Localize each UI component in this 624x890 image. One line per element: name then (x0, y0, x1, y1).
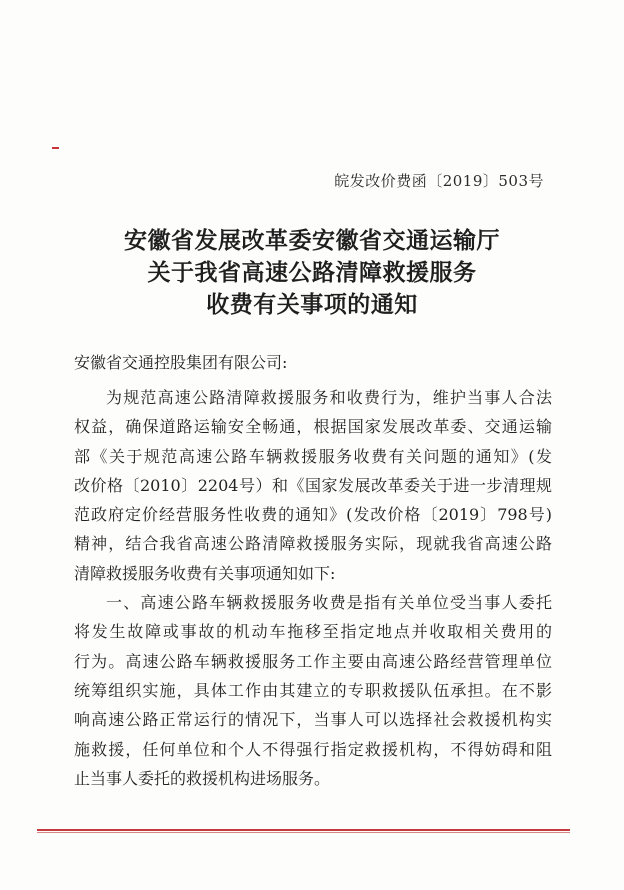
body-line: 一、高速公路车辆救援服务收费是指有关单位受当事人委托 (106, 593, 552, 613)
body-line: 行为。高速公路车辆救援服务工作主要由高速公路经营管理单位 (74, 651, 552, 671)
body-line: 改价格〔2010〕2204号）和《国家发展改革委关于进一步清理规 (74, 475, 552, 495)
document-title (0, 225, 624, 321)
body-line: 范政府定价经营服务性收费的通知》(发改价格〔2019〕798号) (74, 505, 552, 525)
title-line: 收费有关事项的通知 (206, 292, 418, 318)
body-line: 将发生故障或事故的机动车拖移至指定地点并收取相关费用的 (74, 622, 552, 642)
body-line: 权益，确保道路运输安全畅通，根据国家发展改革委、交通运输 (74, 417, 552, 437)
red-mark (52, 147, 59, 149)
body-line: 精神，结合我省高速公路清障救援服务实际，现就我省高速公路 (74, 534, 552, 554)
title-line: 安徽省发展改革委安徽省交通运输厅 (124, 228, 500, 254)
body-line: 清障救援服务收费有关事项通知如下: (74, 563, 336, 583)
body-line: 部《关于规范高速公路车辆救援服务收费有关问题的通知》(发 (74, 446, 552, 466)
body-line: 统筹组织实施，具体工作由其建立的专职救援队伍承担。在不影 (74, 680, 552, 700)
footer-red-rule (37, 829, 570, 831)
body-line: 为规范高速公路清障救援服务和收费行为，维护当事人合法 (106, 388, 552, 407)
addressee: 安徽省交通控股集团有限公司: (74, 353, 288, 372)
body-line: 响高速公路正常运行的情况下，当事人可以选择社会救援机构实 (74, 710, 552, 730)
body-line: 施救援，任何单位和个人不得强行指定救援机构，不得妨碍和阻 (74, 739, 552, 759)
document-body (74, 383, 552, 793)
footer-red-rule-thin (37, 832, 570, 833)
body-line: 止当事人委托的救援机构进场服务。 (74, 768, 331, 788)
title-line: 关于我省高速公路清障救援服务 (147, 260, 477, 286)
document-number: 皖发改价费函〔2019〕503号 (334, 172, 544, 190)
